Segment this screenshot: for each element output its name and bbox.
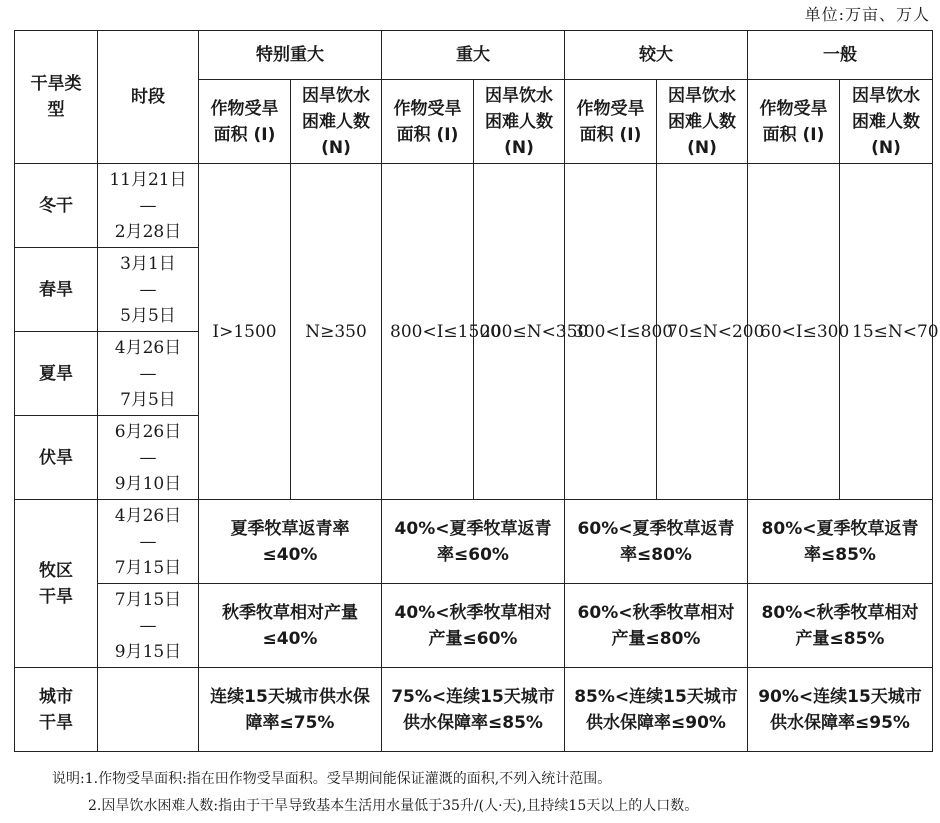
value-large-area: 300<I≤800: [565, 164, 657, 500]
pasture-autumn-general: 80%<秋季牧草相对产量≤85%: [748, 584, 933, 668]
pasture-autumn-major: 40%<秋季牧草相对产量≤60%: [382, 584, 565, 668]
header-level-3: 较大: [565, 31, 748, 80]
header-area: 作物受旱面积 (I): [199, 80, 291, 164]
value-major-people: 200≤N<350: [474, 164, 565, 500]
urban-special: 连续15天城市供水保障率≤75%: [199, 668, 382, 752]
period-pasture-autumn: 7月15日 — 9月15日: [98, 584, 199, 668]
pasture-summer-large: 60%<夏季牧草返青率≤80%: [565, 500, 748, 584]
type-summer: 夏旱: [15, 332, 98, 416]
period-dogdays: 6月26日 — 9月10日: [98, 416, 199, 500]
value-special-area: I>1500: [199, 164, 291, 500]
header-type: 干旱类型: [15, 31, 98, 164]
drought-classification-table: [14, 30, 939, 752]
urban-general: 90%<连续15天城市供水保障率≤95%: [748, 668, 933, 752]
period-summer: 4月26日 — 7月5日: [98, 332, 199, 416]
value-general-people: 15≤N<70: [840, 164, 933, 500]
period-pasture-summer: 4月26日 — 7月15日: [98, 500, 199, 584]
header-area: 作物受旱面积 (I): [382, 80, 474, 164]
type-dogdays: 伏旱: [15, 416, 98, 500]
header-people: 因旱饮水困难人数 (N): [840, 80, 933, 164]
header-area: 作物受旱面积 (I): [748, 80, 840, 164]
header-people: 因旱饮水困难人数 (N): [474, 80, 565, 164]
header-area: 作物受旱面积 (I): [565, 80, 657, 164]
period-urban-empty: [98, 668, 199, 752]
pasture-summer-general: 80%<夏季牧草返青率≤85%: [748, 500, 933, 584]
urban-large: 85%<连续15天城市供水保障率≤90%: [565, 668, 748, 752]
period-winter: 11月21日 — 2月28日: [98, 164, 199, 248]
pasture-summer-major: 40%<夏季牧草返青率≤60%: [382, 500, 565, 584]
type-pasture: 牧区干旱: [15, 500, 98, 668]
pasture-autumn-large: 60%<秋季牧草相对产量≤80%: [565, 584, 748, 668]
header-level-2: 重大: [382, 31, 565, 80]
value-special-people: N≥350: [291, 164, 382, 500]
pasture-summer-special: 夏季牧草返青率≤40%: [199, 500, 382, 584]
header-people: 因旱饮水困难人数 (N): [657, 80, 748, 164]
note-1: 说明:1.作物受旱面积:指在田作物受旱面积。受旱期间能保证灌溉的面积,不列入统计范围。: [52, 771, 612, 787]
unit-label: 单位:万亩、万人: [804, 5, 930, 24]
urban-major: 75%<连续15天城市供水保障率≤85%: [382, 668, 565, 752]
pasture-autumn-special: 秋季牧草相对产量≤40%: [199, 584, 382, 668]
header-level-4: 一般: [748, 31, 933, 80]
period-spring: 3月1日 — 5月5日: [98, 248, 199, 332]
header-people: 因旱饮水困难人数 (N): [291, 80, 382, 164]
type-spring: 春旱: [15, 248, 98, 332]
value-large-people: 70≤N<200: [657, 164, 748, 500]
note-2: 2.因旱饮水困难人数:指由于干旱导致基本生活用水量低于35升/(人·天),且持续15天以上的人口数。: [88, 798, 699, 814]
type-urban: 城市干旱: [15, 668, 98, 752]
notes: [52, 766, 698, 820]
header-level-1: 特别重大: [199, 31, 382, 80]
value-general-area: 60<I≤300: [748, 164, 840, 500]
type-winter: 冬干: [15, 164, 98, 248]
header-period: 时段: [98, 31, 199, 164]
value-major-area: 800<I≤1500: [382, 164, 474, 500]
